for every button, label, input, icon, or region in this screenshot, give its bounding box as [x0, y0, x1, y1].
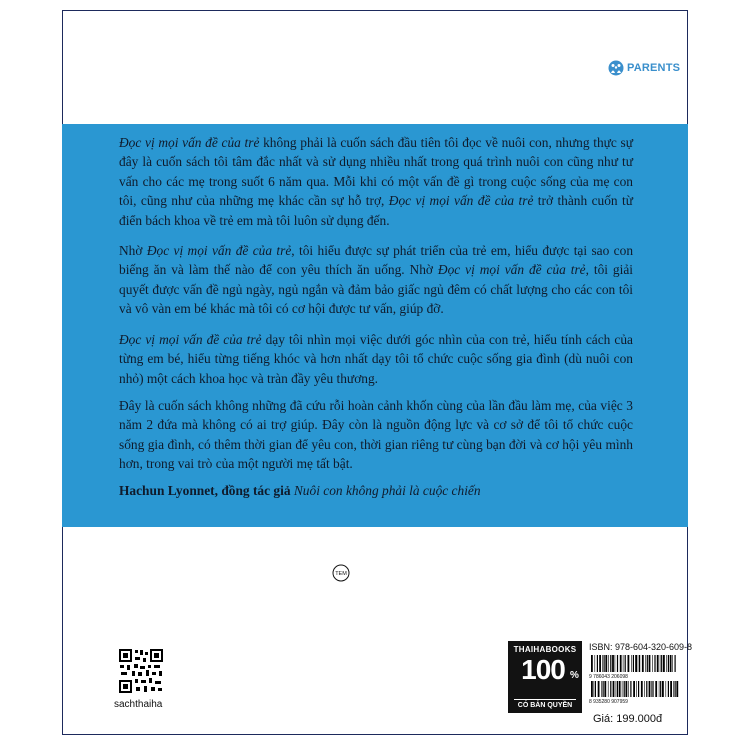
book-title-ref: Đọc vị mọi vấn đề của trẻ	[119, 135, 260, 150]
barcode-bottom-digits: 8 935280 907959	[589, 699, 628, 704]
review-text-run: dạy tôi nhìn mọi việc dưới góc nhìn của con trẻ, hiểu tính cách của từng em bé, hiểu từng tiếng khóc và hơn nhất dạy tôi tổ chức cuộc sống gia đình (dù nuôi con nhỏ) một cách khoa học và tràn đầy yêu thương.	[119, 332, 633, 386]
review-paragraph-3	[119, 330, 633, 388]
tem-label: TEM	[335, 571, 347, 578]
book-title-ref: Đọc vị mọi vấn đề của trẻ	[146, 243, 292, 258]
badge-percent: %	[570, 670, 579, 681]
parents-logo-text: PARENTS	[627, 62, 681, 74]
attribution-author: Hachun Lyonnet, đồng tác giả	[119, 483, 291, 498]
review-text-run: , tôi hiểu được sự phát triển của trẻ em, hiểu được tại sao con biếng ăn và làm thế nào để con yêu thích ăn uống. Nhờ	[119, 243, 634, 278]
review-text-run: , tôi giải quyết được vấn đề ngủ ngày, ngủ ngắn và đảm bảo giấc ngủ đêm có chất lượng cho các con tôi và vô vàn em bé khác mà tôi có cơ hội được tư vấn, giúp đỡ.	[119, 262, 634, 317]
review-text-run: Đây là cuốn sách không những đã cứu rỗi hoàn cảnh khốn cùng của lần đầu làm mẹ, của việc 3 năm 2 đứa mà không có ai trợ giúp. Đây còn là nguồn động lực và cơ sở để tôi tổ chức cuộc sống gia đình, có thêm thời gian để yêu con, thời gian riêng tư cùng bạn đời và cơ hội yêu mình hơn, trong vai trò của một người mẹ tất bật.	[119, 398, 633, 472]
review-paragraph-2	[119, 241, 633, 319]
qr-code	[118, 648, 164, 694]
attribution-work: Nuôi con không phải là cuộc chiến	[293, 483, 481, 498]
book-title-ref: Đọc vị mọi vấn đề của trẻ	[119, 332, 262, 347]
parents-family-icon	[608, 60, 624, 76]
badge-number: 100	[521, 654, 565, 685]
review-text-run: trở thành cuốn từ điển bách khoa về trẻ em mà tôi luôn sử dụng đến.	[119, 193, 633, 228]
book-title-ref: Đọc vị mọi vấn đề của trẻ	[388, 193, 534, 209]
barcode	[589, 654, 681, 704]
price: Giá: 199.000đ	[593, 713, 663, 725]
isbn-text: ISBN: 978-604-320-609-8	[589, 642, 693, 652]
review-text-run: Nhờ	[119, 243, 147, 258]
book-title-ref: Đọc vị mọi vấn đề của trẻ	[437, 262, 586, 278]
review-paragraph-1	[119, 133, 633, 230]
qr-caption: sachthaiha	[114, 699, 163, 710]
review-text-run: không phải là cuốn sách đầu tiên tôi đọc về nuôi con, nhưng thực sự đây là cuốn sách tôi tâm đắc nhất và sử dụng nhiều nhất trong quá trình nuôi con cũng như tư vấn cho các mẹ trong suốt 6 năm qua. Mỗi khi có một vấn đề gì trong cuộc sống của mẹ con tôi, cũng như của những mẹ khác cần sự hỗ trợ,	[119, 135, 634, 209]
review-attribution	[119, 483, 639, 499]
parents-logo	[608, 60, 688, 78]
badge-caption: CÓ BẢN QUYỀN	[514, 699, 576, 709]
review-paragraph-4	[119, 396, 633, 474]
barcode-top-digits: 9 786043 206098	[589, 674, 628, 680]
copyright-badge	[508, 641, 582, 713]
badge-brand: THAIHABOOKS	[513, 645, 577, 654]
tem-seal-icon	[332, 564, 350, 582]
